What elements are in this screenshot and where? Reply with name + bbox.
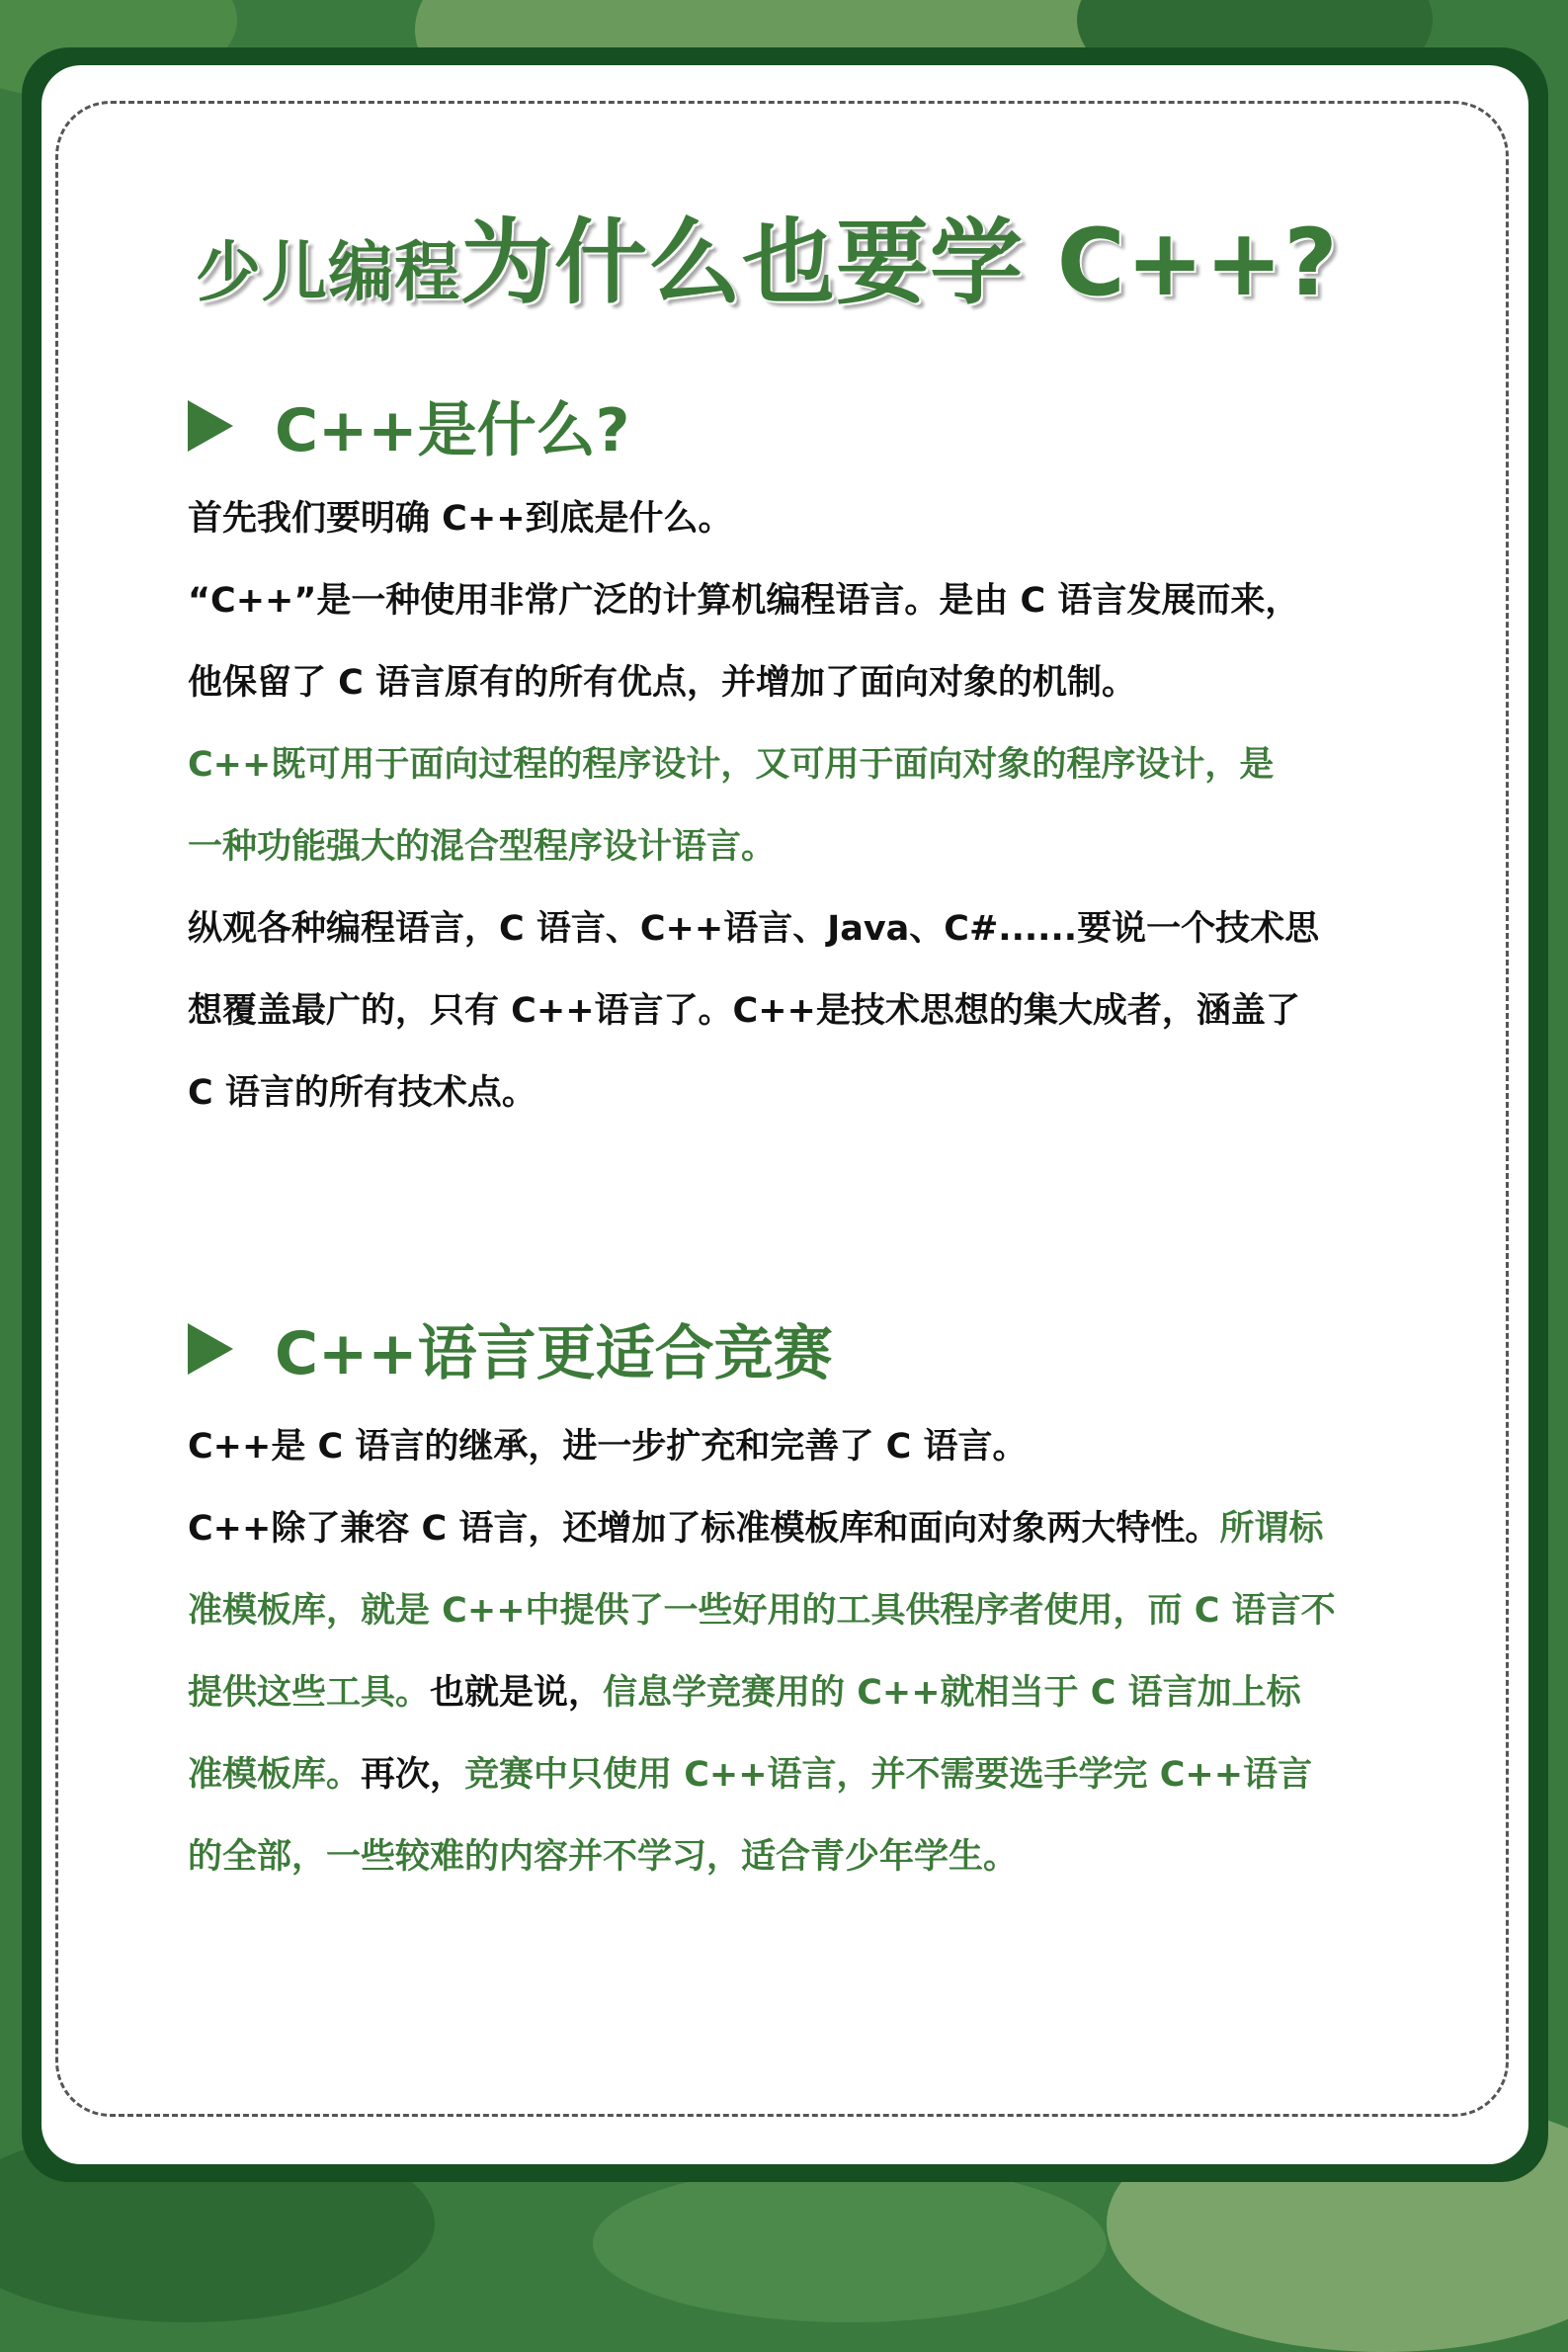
section1-heading-text: C++是什么?: [275, 396, 630, 465]
section2-heading-text: C++语言更适合竞赛: [275, 1319, 833, 1388]
section1-body: [188, 478, 1383, 1134]
section2-line-4-black: 也就是说，: [430, 1673, 604, 1713]
section1-heading: [188, 383, 629, 468]
section2-line-2-green: 所谓标: [1219, 1509, 1324, 1549]
section2-line-5-black: 再次，: [361, 1755, 465, 1795]
triangle-bullet-icon: [188, 1323, 233, 1375]
section2-body: [188, 1406, 1383, 1898]
section2-line-2-black: C++除了兼容 C 语言，还增加了标准模板库和面向对象两大特性。: [188, 1509, 1220, 1549]
section2-line-6: 的全部，一些较难的内容并不学习，适合青少年学生。: [188, 1837, 1019, 1877]
page-title-part1: 少儿编程: [196, 234, 460, 310]
section1-line-5: 一种功能强大的混合型程序设计语言。: [188, 827, 777, 867]
section2-line-1: C++是 C 语言的继承，进一步扩充和完善了 C 语言。: [188, 1427, 1028, 1467]
section2-heading: [188, 1306, 833, 1391]
section1-line-3: 他保留了 C 语言原有的所有优点，并增加了面向对象的机制。: [188, 663, 1137, 703]
section2-line-4-green-a: 提供这些工具。: [188, 1673, 431, 1713]
section2-line-5-green-b: 竞赛中只使用 C++语言，并不需要选手学完 C++语言: [464, 1755, 1313, 1795]
triangle-bullet-icon: [188, 400, 233, 452]
section2-line-3: 准模板库，就是 C++中提供了一些好用的工具供程序者使用，而 C 语言不: [188, 1591, 1336, 1631]
page-title-part2: 为什么也要学 C++?: [460, 210, 1339, 317]
background-camo-blob: [593, 2164, 1107, 2322]
section1-line-4: C++既可用于面向过程的程序设计，又可用于面向对象的程序设计，是: [188, 745, 1275, 785]
section2-line-5-green-a: 准模板库。: [188, 1755, 362, 1795]
page-title: [196, 188, 1339, 321]
section1-line-2: “C++”是一种使用非常广泛的计算机编程语言。是由 C 语言发展而来，: [188, 581, 1300, 621]
section1-line-1: 首先我们要明确 C++到底是什么。: [188, 499, 733, 539]
section1-line-8: C 语言的所有技术点。: [188, 1073, 536, 1113]
section1-line-7: 想覆盖最广的，只有 C++语言了。C++是技术思想的集大成者，涵盖了: [188, 991, 1300, 1031]
section1-line-6: 纵观各种编程语言，C 语言、C++语言、Java、C#......要说一个技术思: [188, 909, 1320, 949]
section2-line-4-green-b: 信息学竞赛用的 C++就相当于 C 语言加上标: [603, 1673, 1301, 1713]
